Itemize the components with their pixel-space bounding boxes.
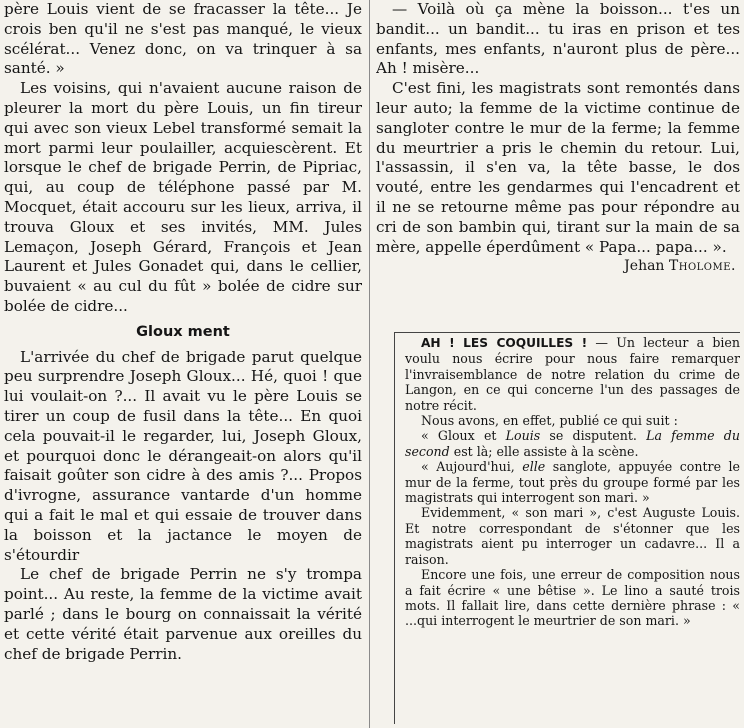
quote-2-part-a: « Aujourd'hui, — [421, 459, 523, 475]
correction-box — [394, 332, 740, 724]
signature — [376, 257, 740, 276]
correction-quote-2 — [405, 459, 740, 505]
quote-2-italic-elle: elle — [522, 459, 546, 475]
signature-last-name: Tholome. — [668, 258, 736, 275]
signature-first-name: Jehan — [624, 258, 665, 275]
correction-quote-1 — [405, 428, 740, 459]
quote-1-part-b: se disputent. — [540, 428, 647, 444]
left-column — [4, 0, 362, 728]
correction-paragraph-1 — [405, 335, 740, 413]
right-paragraph-1: — Voilà où ça mène la boisson... t'es un bandit... un bandit... tu iras en prison et tes enfants, mes enfants, n'auront plus de père... Ah ! misère... — [376, 0, 740, 78]
correction-paragraph-3: Evidemment, « son mari », c'est Auguste Louis. Et notre correspondant de s'étonner que les magistrats aient pu interroger un cadavre... Il a raison. — [405, 505, 740, 567]
correction-lead: AH ! LES COQUILLES ! — [421, 336, 588, 350]
quote-1-italic-louis: Louis — [505, 428, 541, 444]
column-rule — [369, 0, 370, 728]
left-paragraph-3: L'arrivée du chef de brigade parut quelque peu surprendre Joseph Gloux... Hé, quoi ! que lui voulait-on ?... Il avait vu le père Louis se tirer un coup de fusil dans la tête... En quoi cela pouvait-il le regarder, lui, Joseph Gloux, et pourquoi donc le dérangeait-on alors qu'il faisait goûter son cidre à des amis ?... Propos d'ivrogne, assurance vantarde d'un homme qui a fait le mal et qui essaie de trouver dans la boisson et la jactance le moyen de s'étourdir — [4, 347, 362, 564]
quote-1-italic-femme: La femme du second — [405, 428, 740, 459]
left-paragraph-4: Le chef de brigade Perrin ne s'y trompa point... Au reste, la femme de la victime avait parlé ; dans le bourg on connaissait la vérité et cette vérité était parvenue aux oreilles du chef de brigade Perrin. — [4, 565, 362, 663]
right-paragraph-2: C'est fini, les magistrats sont remontés dans leur auto; la femme de la victime continue de sangloter contre le mur de la ferme; la femme du meurtrier a pris le chemin du retour. Lui, l'assassin, il s'en va, la tête basse, le dos vouté, entre les gendarmes qui l'encadrent et il ne se retourne même pas pour répondre au cri de son bambin qui, tirant sur la main de sa mère, appelle éperdûment « Papa... papa... ». — [376, 79, 740, 256]
quote-1-part-c: est là; elle assiste à la scène. — [449, 443, 639, 459]
correction-paragraph-2: Nous avons, en effet, publié ce qui suit : — [421, 413, 678, 429]
correction-p1-text: — Un lecteur a bien voulu nous écrire pour nous faire remarquer l'invraisemblance de notre relation du crime de Langon, en ce qui concerne l'un des passages de notre récit. — [405, 335, 740, 413]
subheading: Gloux ment — [136, 323, 230, 340]
quote-2-part-b: sanglote, appuyée contre le mur de la ferme, tout près du groupe formé par les magistrats qui interrogent son mari. » — [405, 459, 740, 506]
correction-paragraph-4: Encore une fois, une erreur de composition nous a fait écrire « une bêtise ». Le lino a sauté trois mots. Il fallait lire, dans cette dernière phrase : « ...qui interrogent le meurtrier de son mari. » — [405, 567, 740, 629]
left-paragraph-2: Les voisins, qui n'avaient aucune raison de pleurer la mort du père Louis, un fin tireur qui avec son vieux Lebel transformé semait la mort parmi leur poulailler, acquiescèrent. Et lorsque le chef de brigade Perrin, de Pipriac, qui, au coup de téléphone passé par M. Mocquet, était accouru sur les lieux, arriva, il trouva Gloux et ses invités, MM. Jules Lemaçon, Joseph Gérard, François et Jean Laurent et Jules Gonadet qui, dans le cellier, buvaient « au cul du fût » bolée de cidre sur bolée de cidre... — [4, 79, 362, 315]
right-column — [376, 0, 740, 326]
left-paragraph-1: père Louis vient de se fracasser la tête... Je crois ben qu'il ne s'est pas manqué, le vieux scélérat... Venez donc, on va trinquer à sa santé. » — [4, 0, 362, 78]
quote-1-part-a: « Gloux et — [421, 428, 506, 444]
